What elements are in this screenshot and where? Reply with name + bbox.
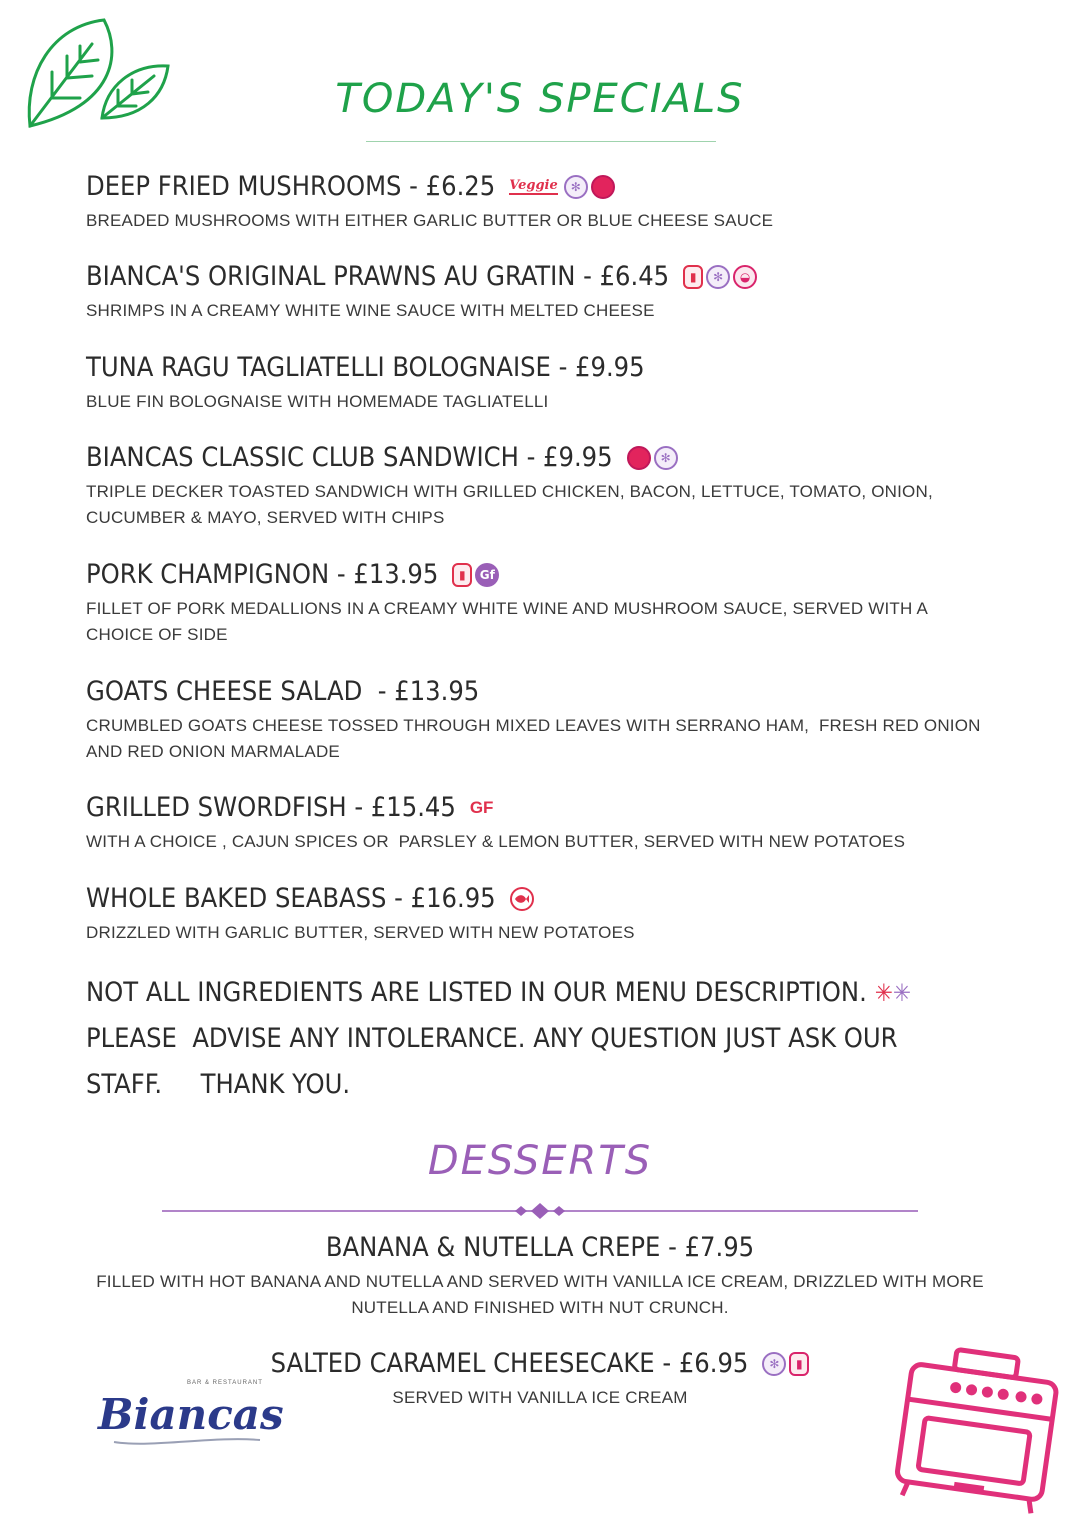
logo-text: Biancas bbox=[98, 1390, 284, 1439]
menu-item bbox=[86, 882, 996, 946]
crab-icon: ◒ bbox=[733, 265, 757, 289]
item-description: BLUE FIN BOLOGNAISE WITH HOMEMADE TAGLIATELLI bbox=[86, 392, 549, 411]
menu-item bbox=[86, 791, 996, 855]
item-name: WHOLE BAKED SEABASS - £16.95 bbox=[86, 883, 496, 914]
menu-item bbox=[86, 170, 996, 234]
item-description: FILLED WITH HOT BANANA AND NUTELLA AND SERVED WITH VANILLA ICE CREAM, DRIZZLED WITH MORE NUTELLA AND FINISHED WITH NUT CRUNCH. bbox=[96, 1272, 984, 1317]
item-name: BIANCA'S ORIGINAL PRAWNS AU GRATIN - £6.45 bbox=[86, 261, 670, 292]
menu-item bbox=[86, 351, 996, 415]
item-name: SALTED CARAMEL CHEESECAKE - £6.95 bbox=[270, 1348, 749, 1379]
wheat-icon: ✻ bbox=[564, 175, 588, 199]
oven-icon bbox=[890, 1345, 1065, 1515]
item-name: BANANA & NUTELLA CREPE - £7.95 bbox=[325, 1232, 755, 1263]
desserts-title: DESSERTS bbox=[427, 1138, 653, 1184]
wheat-icon: ✻ bbox=[706, 265, 730, 289]
item-description: WITH A CHOICE , CAJUN SPICES OR PARSLEY & LEMON BUTTER, SERVED WITH NEW POTATOES bbox=[86, 832, 906, 851]
milk-icon: ▮ bbox=[789, 1352, 809, 1376]
item-name: GOATS CHEESE SALAD - £13.95 bbox=[86, 676, 480, 707]
notice-line: NOT ALL INGREDIENTS ARE LISTED IN OUR MENU DESCRIPTION. bbox=[86, 977, 867, 1008]
milk-icon: ▮ bbox=[683, 265, 703, 289]
item-name: PORK CHAMPIGNON - £13.95 bbox=[86, 559, 439, 590]
title-divider bbox=[366, 141, 716, 142]
logo-tagline: BAR & RESTAURANT bbox=[187, 1380, 263, 1386]
fish-icon bbox=[510, 887, 534, 911]
specials-title: TODAY'S SPECIALS bbox=[335, 76, 745, 122]
menu-item bbox=[86, 441, 996, 531]
item-description: DRIZZLED WITH GARLIC BUTTER, SERVED WITH NEW POTATOES bbox=[86, 923, 635, 942]
item-name: BIANCAS CLASSIC CLUB SANDWICH - £9.95 bbox=[86, 442, 613, 473]
wheat-icon: ✻ bbox=[762, 1352, 786, 1376]
item-description: FILLET OF PORK MEDALLIONS IN A CREAMY WHITE WINE AND MUSHROOM SAUCE, SERVED WITH A CHOICE OF SIDE bbox=[86, 599, 928, 644]
veggie-icon: Veggie bbox=[509, 178, 558, 193]
item-description: TRIPLE DECKER TOASTED SANDWICH WITH GRILLED CHICKEN, BACON, LETTUCE, TOMATO, ONION, CUCUMBER & MAYO, SERVED WITH CHIPS bbox=[86, 482, 933, 527]
item-description: BREADED MUSHROOMS WITH EITHER GARLIC BUTTER OR BLUE CHEESE SAUCE bbox=[86, 211, 774, 230]
wheat-icon: ✻ bbox=[654, 446, 678, 470]
item-description: SERVED WITH VANILLA ICE CREAM bbox=[392, 1388, 688, 1407]
milk-icon: ▮ bbox=[452, 563, 472, 587]
item-name: GRILLED SWORDFISH - £15.45 bbox=[86, 792, 456, 823]
item-description: SHRIMPS IN A CREAMY WHITE WINE SAUCE WITH MELTED CHEESE bbox=[86, 301, 655, 320]
gluten-free-icon: GF bbox=[469, 798, 494, 817]
gluten-free-icon: Gf bbox=[475, 563, 499, 587]
sparkle-icon: ✳✳ bbox=[874, 979, 911, 1007]
item-name: TUNA RAGU TAGLIATELLI BOLOGNAISE - £9.95 bbox=[86, 352, 645, 383]
egg-icon bbox=[591, 175, 615, 199]
menu-item bbox=[86, 675, 996, 765]
dessert-item bbox=[0, 1231, 1080, 1321]
notice-line: STAFF. THANK YOU. bbox=[86, 1069, 351, 1100]
egg-icon bbox=[627, 446, 651, 470]
item-description: CRUMBLED GOATS CHEESE TOSSED THROUGH MIXED LEAVES WITH SERRANO HAM, FRESH RED ONION AND RED ONION MARMALADE bbox=[86, 716, 985, 761]
item-name: DEEP FRIED MUSHROOMS - £6.25 bbox=[86, 171, 496, 202]
menu-item bbox=[86, 558, 996, 648]
notice-line: PLEASE ADVISE ANY INTOLERANCE. ANY QUESTION JUST ASK OUR bbox=[86, 1023, 898, 1054]
diamond-ornament-icon bbox=[505, 1201, 575, 1221]
biancas-logo bbox=[92, 1380, 284, 1452]
allergy-notice bbox=[86, 970, 926, 1108]
menu-item bbox=[86, 260, 996, 324]
